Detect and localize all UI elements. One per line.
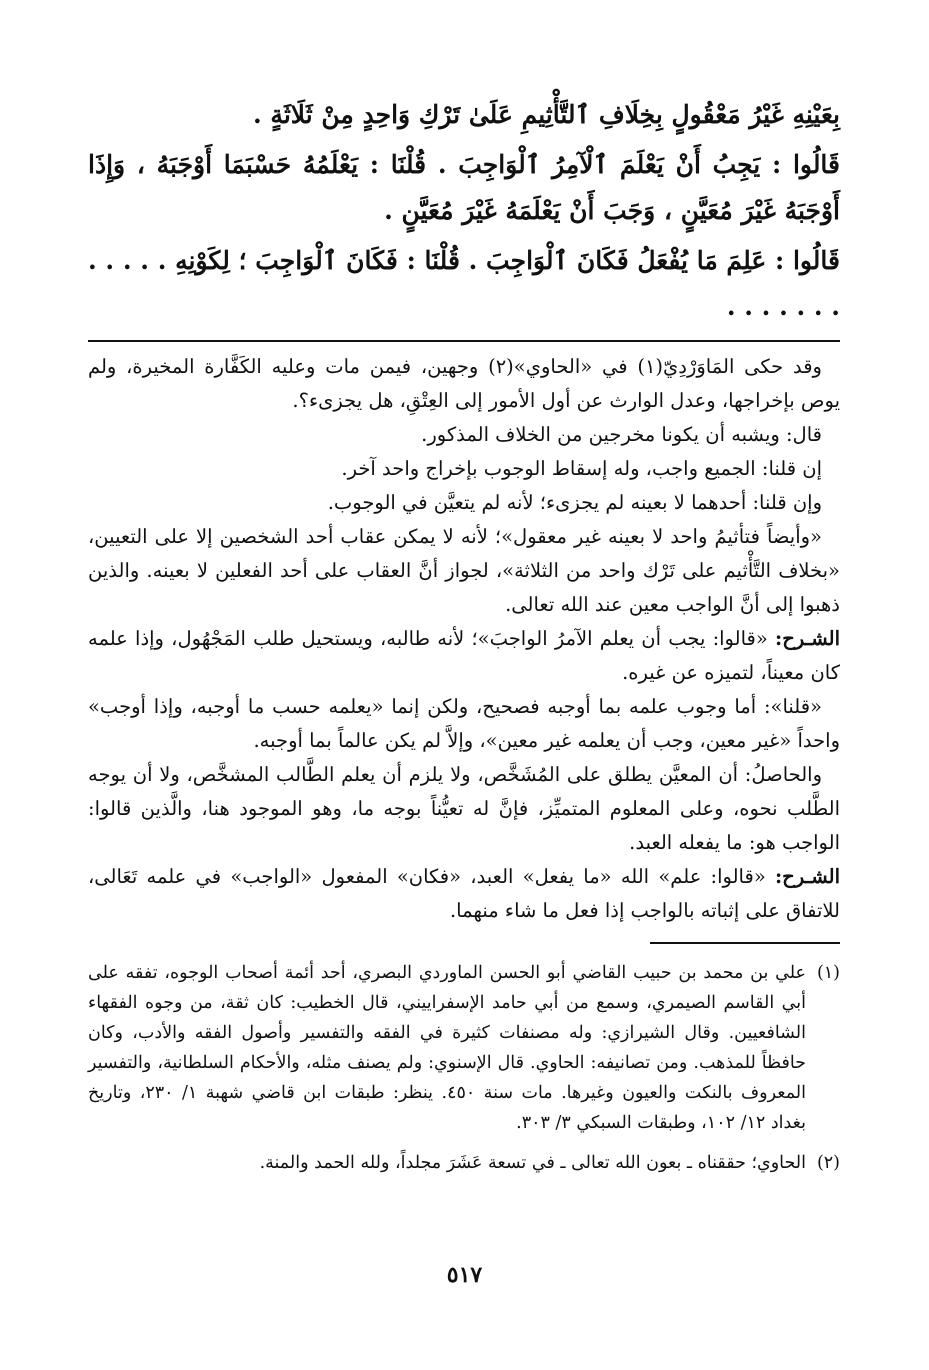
- commentary-paragraph-7: «قلنا»: أما وجوب علمه بما أوجبه فصحيح، ولكن إنما «يعلمه حسب ما أوجبه، وإذا أوجب» واحداً «غير معين، وجب أن يعلمه غير معين»، وإلاَّ لم يكن عالماً بما أوجبه.: [88, 695, 840, 752]
- footnotes: [88, 958, 840, 1178]
- commentary-paragraph-9: [88, 860, 840, 928]
- sharh-label: الشـرح:: [775, 627, 841, 650]
- commentary-paragraph-2: قال: ويشبه أن يكونا مخرجين من الخلاف المذكور.: [421, 423, 822, 446]
- main-separator: [88, 340, 840, 342]
- matn-line-1: بِعَيْنِهِ غَيْرُ مَعْقُولٍ بِخِلَافِ ٱلتَّأْثِيمِ عَلَىٰ تَرْكِ وَاحِدٍ مِنْ ثَلَاثَةٍ .: [253, 100, 840, 129]
- commentary-paragraph-8: والحاصلُ: أن المعيَّن يطلق على المُشَخَّص، ولا يلزم أن يعلم الطَّالب المشخَّص، ولا أن يوجه الطَّلب نحوه، وعلى المعلوم المتميِّز، فإنَّ له تعيُّناً بوجه ما، وهو الموجود هنا، والَّذين قالوا: الواجب هو: ما يفعله العبد.: [88, 763, 840, 854]
- footnote-1: [88, 958, 840, 1138]
- main-text: [88, 92, 840, 330]
- footnote-separator: [650, 942, 840, 944]
- footnote-number: (٢): [816, 1153, 840, 1173]
- commentary-paragraph-4: وإن قلنا: أحدهما لا بعينه لم يجزىء؛ لأنه لم يتعيَّن في الوجوب.: [327, 491, 822, 514]
- footnote-text: علي بن محمد بن حبيب القاضي أبو الحسن الماوردي البصري، أحد أئمة أصحاب الوجوه، تفقه على أبي القاسم الصيمري، وسمع من أبي حامد الإسفراييني، قال الخطيب: كان ثقة، من وجوه الفقهاء الشافعيين. وقال الشيرازي: وله مصنفات كثيرة في الفقه والتفسير وأصول الفقه والأدب، وكان حافظاً للمذهب. ومن تصانيفه: الحاوي. قال الإسنوي: ولم يصنف مثله، والأحكام السلطانية، والتفسير المعروف بالنكت والعيون وغيرها. مات سنة ٤٥٠. ينظر: طبقات ابن قاضي شهبة ١/ ٢٣٠، وتاريخ بغداد ١٢/ ١٠٢، وطبقات السبكي ٣/ ٣٠٣.: [88, 963, 806, 1133]
- commentary: [88, 350, 840, 928]
- commentary-text-9: «قالوا: علم» الله «ما يفعل» العبد، «فكان» المفعول «الواجب» في علمه تَعَالى، للاتفاق على إثباته بالواجب إذا فعل ما شاء منهما.: [88, 865, 840, 922]
- sharh-label-2: الشـرح:: [774, 865, 840, 888]
- commentary-paragraph-6: [88, 622, 840, 690]
- matn-paragraph-2: قَالُوا : يَجِبُ أَنْ يَعْلَمَ ٱلْآمِرُ ٱلْوَاجِبَ . قُلْنَا : يَعْلَمُهُ حَسْبَمَا أَوْجَبَهُ ، وَإِذَا أَوْجَبَهُ غَيْرَ مُعَيَّنٍ ، وَجَبَ أَنْ يَعْلَمَهُ غَيْرَ مُعَيَّنٍ .: [88, 150, 840, 225]
- page-content: [88, 92, 840, 1188]
- commentary-paragraph-3: إن قلنا: الجميع واجب، وله إسقاط الوجوب بإخراج واحد آخر.: [341, 457, 822, 480]
- commentary-paragraph-1: وقد حكى المَاوَرْدِيّ(١) في «الحاوي»(٢) وجهين، فيمن مات وعليه الكَفَّارة المخيرة، ولم يوص بإخراجها، وعدل الوارث عن أول الأمور إلى العِتْقِ، هل يجزىء؟.: [88, 355, 840, 412]
- commentary-paragraph-5: «وأيضاً فتأثيمُ واحد لا بعينه غير معقول»؛ لأنه لا يمكن عقاب أحد الشخصين إلا على التعيين، «بخلاف التَّأْثيم على تَرْك واحد من الثلاثة»، لجواز أنَّ العقاب على أحد الفعلين لا بعينه. والذين ذهبوا إلى أنَّ الواجب معين عند الله تعالى.: [88, 525, 840, 616]
- footnote-2: [88, 1148, 840, 1178]
- footnote-number: (١): [816, 963, 840, 983]
- page-number: ٥١٧: [446, 1262, 483, 1288]
- footnote-text: الحاوي؛ حققناه ـ بعون الله تعالى ـ في تسعة عَشَرَ مجلداً، ولله الحمد والمنة.: [259, 1153, 806, 1173]
- matn-paragraph-3: قَالُوا : عَلِمَ مَا يُفْعَلُ فَكَانَ ٱلْوَاجِبَ . قُلْنَا : فَكَانَ ٱلْوَاجِبَ ؛ لِكَوْنِهِ . . . . . . . . . . . .: [88, 246, 840, 321]
- commentary-text-6: «قالوا: يجب أن يعلم الآمرُ الواجبَ»؛ لأنه طالبه، ويستحيل طلب المَجْهُول، وإذا علمه كان معيناً، لتميزه عن غيره.: [88, 627, 840, 684]
